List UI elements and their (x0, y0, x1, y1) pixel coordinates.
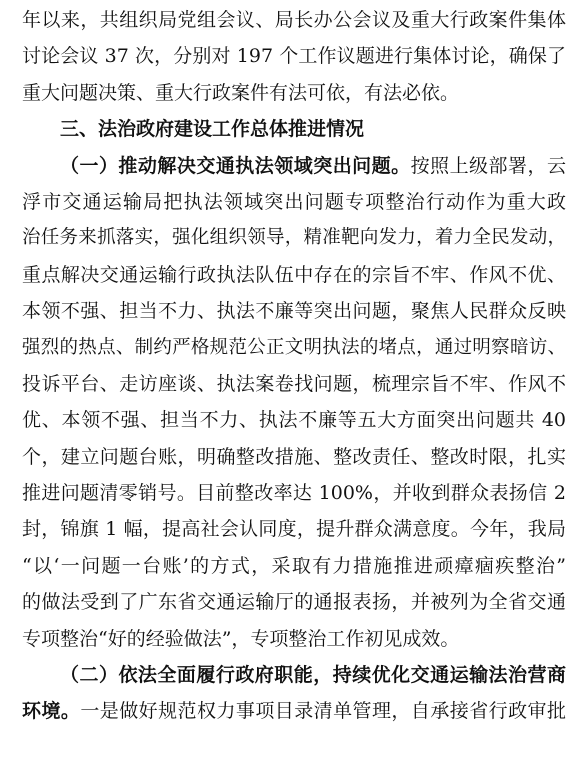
paragraph-meeting-summary (22, 2, 566, 111)
text-run: 按照上级部署，云 (410, 154, 566, 177)
paragraph-government-functions (22, 657, 566, 730)
text-line: 推进问题清零销号。目前整改率达 100%，并收到群众表扬信 2 (22, 482, 566, 505)
text-line: 重大问题决策、重大行政案件有法可依，有法必依。 (22, 81, 460, 104)
text-line: “以‘一问题一台账’的方式，采取有力措施推进顽瘴痼疾整治” (22, 554, 566, 577)
text-line: 个，建立问题台账，明确整改措施、整改责任、整改时限，扎实 (22, 445, 566, 468)
text-line: 治任务来抓落实，强化组织领导，精准靶向发力，着力全民发动， (22, 227, 566, 249)
text-line (22, 693, 566, 729)
text-line: 专项整治“好的经验做法”，专项整治工作初见成效。 (22, 627, 460, 650)
text-line: 本领不强、担当不力、执法不廉等突出问题，聚焦人民群众反映 (22, 300, 566, 323)
text-line: 讨论会议 37 次，分别对 197 个工作议题进行集体讨论，确保了 (22, 45, 566, 68)
text-line (22, 148, 566, 184)
section-heading: 三、法治政府建设工作总体推进情况 (60, 118, 365, 141)
text-run: 一是做好规范权力事项目录清单管理，自承接省行政审批 (80, 700, 566, 723)
text-line: 年以来，共组织局党组会议、局长办公会议及重大行政案件集体 (22, 9, 566, 31)
text-line: 浮市交通运输局把执法领域突出问题专项整治行动作为重大政 (22, 190, 566, 213)
subsection-heading: （一）推动解决交通执法领域突出问题。 (60, 154, 411, 177)
text-line: 投诉平台、走访座谈、执法案卷找问题，梳理宗旨不牢、作风不 (22, 372, 566, 395)
text-line: 强烈的热点、制约严格规范公正文明执法的堵点，通过明察暗访、 (22, 336, 566, 358)
text-line: 封，锦旗 1 幅，提高社会认同度，提升群众满意度。今年，我局 (22, 518, 566, 541)
paragraph-enforcement-issues (22, 148, 566, 657)
text-line: 重点解决交通运输行政执法队伍中存在的宗旨不牢、作风不优、 (22, 263, 566, 286)
subsection-heading: （二）依法全面履行政府职能，持续优化交通运输法治营商 (60, 664, 566, 687)
text-line: 优、本领不强、担当不力、执法不廉等五大方面突出问题共 40 (22, 409, 566, 432)
subsection-heading-cont: 环境。 (22, 700, 81, 723)
text-line: 的做法受到了广东省交通运输厅的通报表扬，并被列为全省交通 (22, 591, 566, 614)
